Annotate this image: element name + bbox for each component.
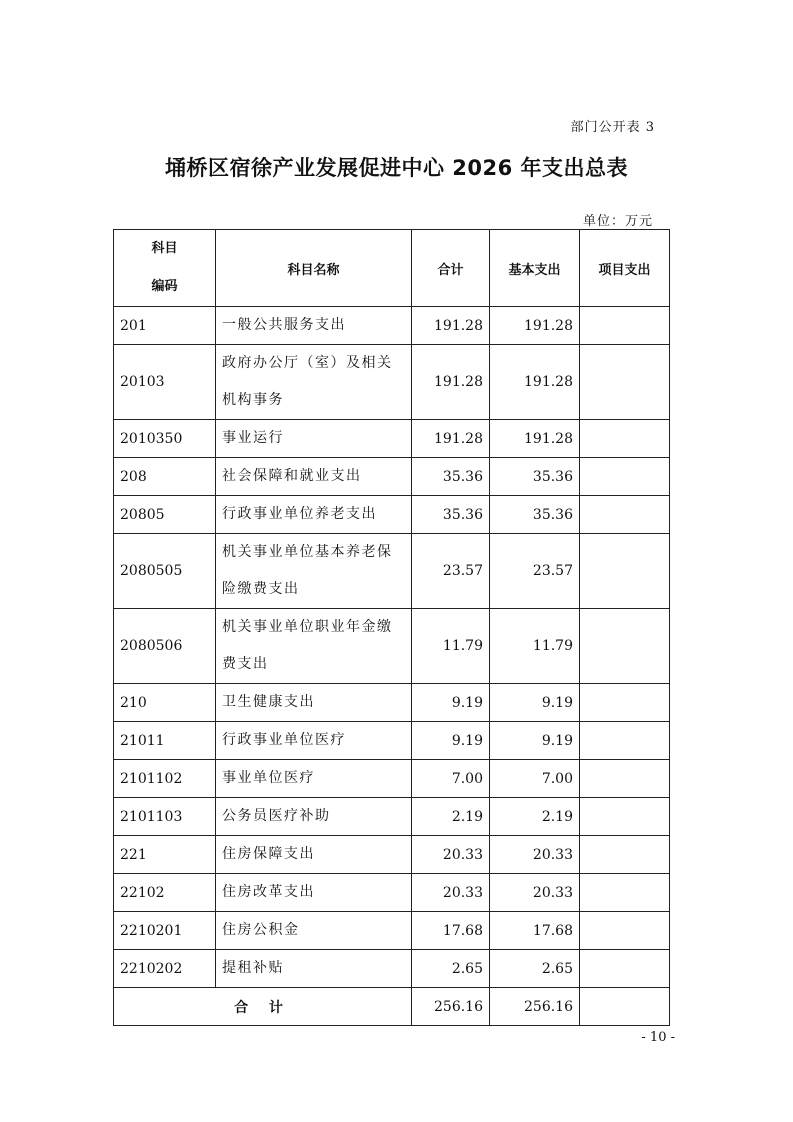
expenditure-table — [113, 229, 670, 1026]
row-basic: 191.28 — [490, 307, 580, 345]
table-row — [114, 534, 670, 609]
row-code: 2210202 — [114, 950, 216, 988]
table-row — [114, 496, 670, 534]
row-name: 公务员医疗补助 — [216, 798, 412, 836]
page-number: - 10 - — [641, 1030, 675, 1045]
row-project — [580, 345, 670, 420]
row-basic: 20.33 — [490, 874, 580, 912]
row-name: 事业单位医疗 — [216, 760, 412, 798]
table-row — [114, 950, 670, 988]
header-code-line1: 科目 — [151, 241, 178, 256]
row-name: 住房改革支出 — [216, 874, 412, 912]
row-code: 2210201 — [114, 912, 216, 950]
header-total: 合计 — [412, 230, 490, 307]
table-row — [114, 420, 670, 458]
row-project — [580, 836, 670, 874]
table-row — [114, 458, 670, 496]
row-name: 提租补贴 — [216, 950, 412, 988]
row-basic: 9.19 — [490, 684, 580, 722]
row-code: 221 — [114, 836, 216, 874]
total-row — [114, 988, 670, 1026]
row-project — [580, 874, 670, 912]
row-name: 卫生健康支出 — [216, 684, 412, 722]
row-project — [580, 684, 670, 722]
row-project — [580, 420, 670, 458]
table-row — [114, 609, 670, 684]
row-code: 20103 — [114, 345, 216, 420]
row-total: 17.68 — [412, 912, 490, 950]
row-code: 2010350 — [114, 420, 216, 458]
row-name: 行政事业单位养老支出 — [216, 496, 412, 534]
row-project — [580, 496, 670, 534]
row-basic: 191.28 — [490, 420, 580, 458]
row-total: 20.33 — [412, 836, 490, 874]
row-code: 2101102 — [114, 760, 216, 798]
row-basic: 35.36 — [490, 458, 580, 496]
row-name: 机关事业单位职业年金缴费支出 — [216, 609, 412, 684]
row-project — [580, 458, 670, 496]
header-code-line2: 编码 — [151, 279, 178, 294]
table-row — [114, 345, 670, 420]
row-basic: 35.36 — [490, 496, 580, 534]
table-row — [114, 836, 670, 874]
row-code: 22102 — [114, 874, 216, 912]
row-total: 191.28 — [412, 420, 490, 458]
row-name: 事业运行 — [216, 420, 412, 458]
total-sum: 256.16 — [412, 988, 490, 1026]
table-row — [114, 722, 670, 760]
table-row — [114, 912, 670, 950]
page-title: 埇桥区宿徐产业发展促进中心 2026 年支出总表 — [164, 156, 629, 180]
row-name: 社会保障和就业支出 — [216, 458, 412, 496]
table-row — [114, 874, 670, 912]
header-basic: 基本支出 — [490, 230, 580, 307]
row-project — [580, 760, 670, 798]
row-project — [580, 950, 670, 988]
row-project — [580, 722, 670, 760]
row-code: 208 — [114, 458, 216, 496]
row-total: 191.28 — [412, 307, 490, 345]
row-code: 201 — [114, 307, 216, 345]
row-total: 35.36 — [412, 458, 490, 496]
row-total: 20.33 — [412, 874, 490, 912]
row-project — [580, 534, 670, 609]
row-total: 2.65 — [412, 950, 490, 988]
row-total: 9.19 — [412, 722, 490, 760]
header-code — [114, 230, 216, 307]
table-row — [114, 760, 670, 798]
row-code: 2080505 — [114, 534, 216, 609]
row-basic: 17.68 — [490, 912, 580, 950]
row-basic: 7.00 — [490, 760, 580, 798]
row-name: 政府办公厅（室）及相关机构事务 — [216, 345, 412, 420]
total-project — [580, 988, 670, 1026]
row-total: 7.00 — [412, 760, 490, 798]
row-total: 191.28 — [412, 345, 490, 420]
row-code: 21011 — [114, 722, 216, 760]
row-name: 一般公共服务支出 — [216, 307, 412, 345]
row-basic: 2.65 — [490, 950, 580, 988]
row-project — [580, 609, 670, 684]
row-total: 2.19 — [412, 798, 490, 836]
table-row — [114, 798, 670, 836]
page-label: 部门公开表 3 — [570, 120, 655, 135]
row-code: 2080506 — [114, 609, 216, 684]
row-name: 住房保障支出 — [216, 836, 412, 874]
row-basic: 11.79 — [490, 609, 580, 684]
row-project — [580, 307, 670, 345]
row-code: 2101103 — [114, 798, 216, 836]
row-basic: 9.19 — [490, 722, 580, 760]
row-project — [580, 798, 670, 836]
row-total: 35.36 — [412, 496, 490, 534]
row-total: 11.79 — [412, 609, 490, 684]
row-code: 20805 — [114, 496, 216, 534]
row-basic: 191.28 — [490, 345, 580, 420]
row-basic: 20.33 — [490, 836, 580, 874]
header-project: 项目支出 — [580, 230, 670, 307]
row-total: 9.19 — [412, 684, 490, 722]
table-header-row — [114, 230, 670, 307]
row-basic: 23.57 — [490, 534, 580, 609]
total-basic: 256.16 — [490, 988, 580, 1026]
row-name: 住房公积金 — [216, 912, 412, 950]
row-total: 23.57 — [412, 534, 490, 609]
row-code: 210 — [114, 684, 216, 722]
total-label: 合 计 — [114, 988, 412, 1026]
row-name: 行政事业单位医疗 — [216, 722, 412, 760]
unit-label: 单位：万元 — [582, 214, 653, 229]
row-name: 机关事业单位基本养老保险缴费支出 — [216, 534, 412, 609]
header-name: 科目名称 — [216, 230, 412, 307]
table-row — [114, 307, 670, 345]
table-row — [114, 684, 670, 722]
row-basic: 2.19 — [490, 798, 580, 836]
row-project — [580, 912, 670, 950]
